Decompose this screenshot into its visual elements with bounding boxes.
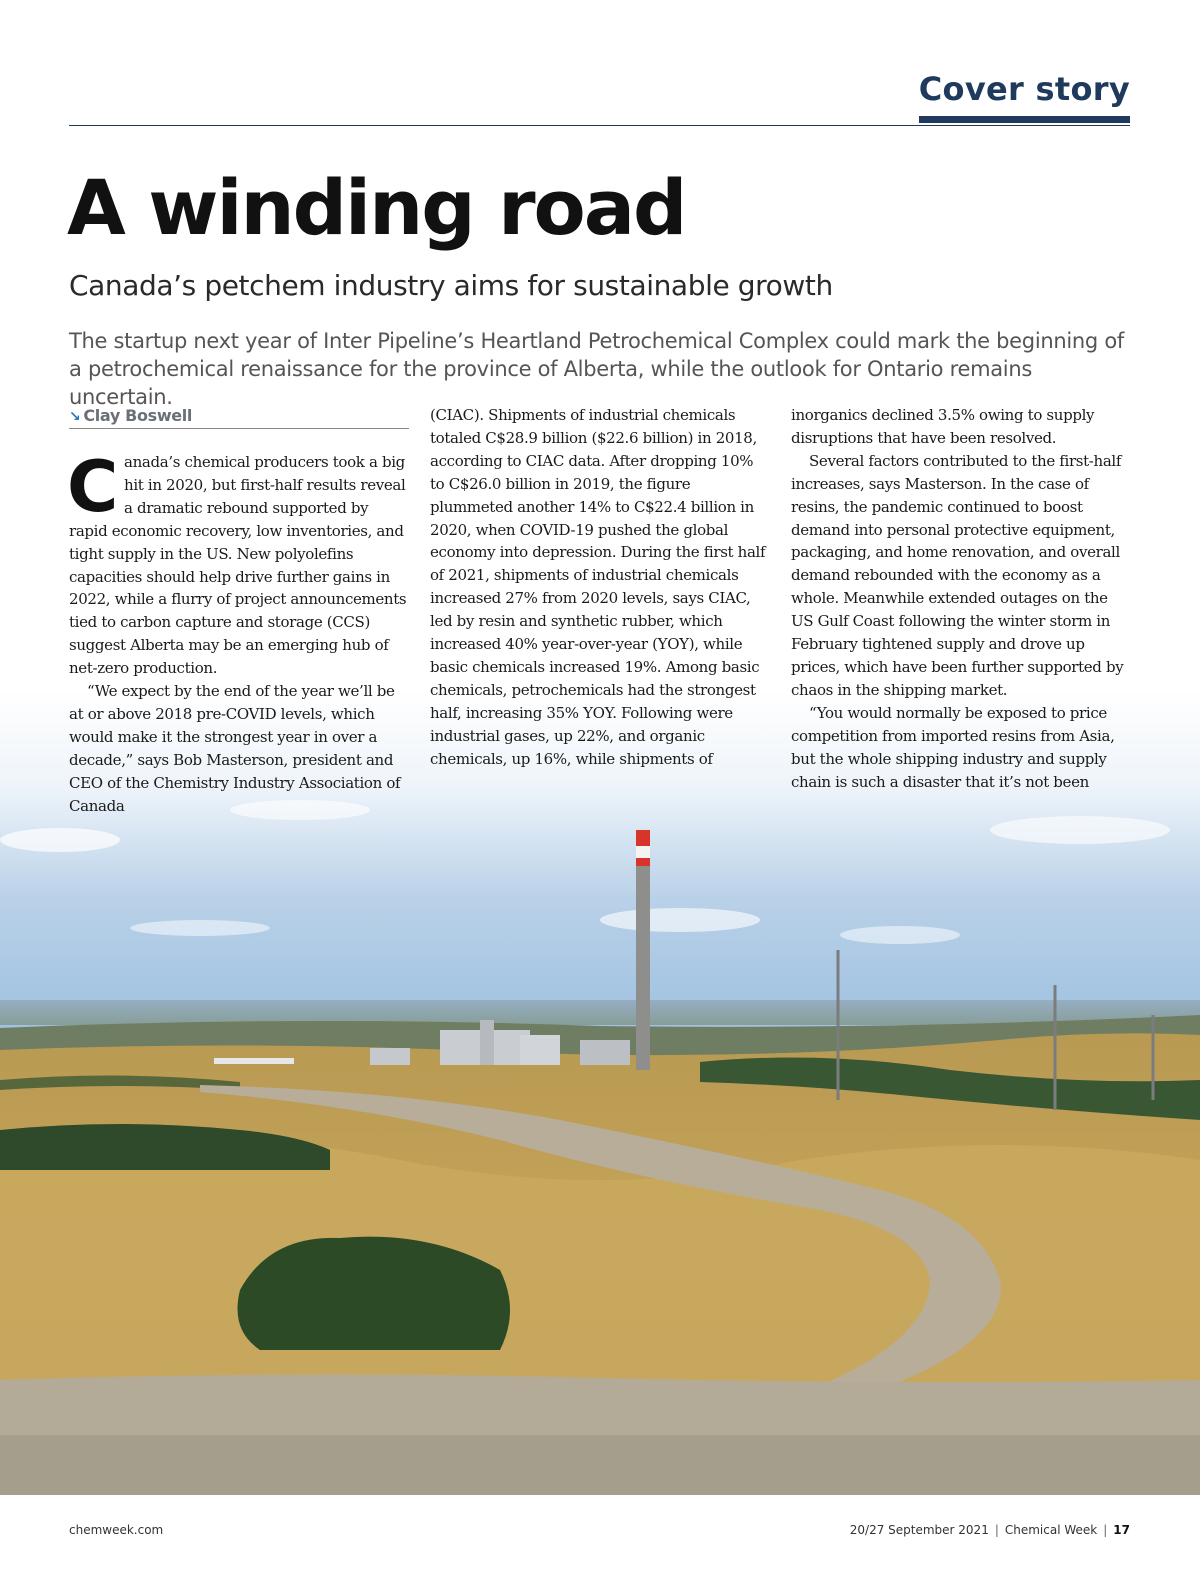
article-column-1 bbox=[69, 404, 409, 818]
body-paragraph: (CIAC). Shipments of industrial chemicals totaled C$28.9 billion ($22.6 billion) in 2018, according to CIAC data. After dropping 10% to C$26.0 billion in 2019, the figure plummeted another 14% to C$22.4 billion in 2020, when COVID-19 pushed the global economy into depression. During the first half of 2021, shipments of industrial chemicals increased 27% from 2020 levels, says CIAC, led by resin and synthetic rubber, which increased 40% year-over-year (YOY), while basic chemicals increased 19%. Among basic chemicals, petrochemicals had the strongest half, increasing 35% YOY. Following were industrial gases, up 22%, and organic chemicals, up 16%, while shipments of bbox=[430, 406, 766, 768]
footer-date: 20/27 September 2021 bbox=[849, 1523, 989, 1537]
drop-cap: C bbox=[67, 446, 119, 528]
body-paragraph: inorganics declined 3.5% owing to supply disruptions that have been resolved. bbox=[791, 406, 1095, 447]
footer-separator: | bbox=[994, 1523, 999, 1537]
body-paragraph: “We expect by the end of the year we’ll be at or above 2018 pre-COVID levels, which would make it the strongest year in over a decade,” says Bob Masterson, president and CEO of the Chemistry Industry Association of Canada bbox=[69, 682, 401, 815]
article-column-2 bbox=[430, 404, 770, 771]
section-label: Cover story bbox=[919, 70, 1130, 123]
footer-publication: Chemical Week bbox=[1004, 1523, 1098, 1537]
standfirst: The startup next year of Inter Pipeline’s Heartland Petrochemical Complex could mark the beginning of a petrochemical renaissance for the province of Alberta, while the outlook for Ontario remains uncertain. bbox=[69, 329, 1124, 409]
page-number: 17 bbox=[1113, 1523, 1130, 1537]
arrow-down-right-icon: ↘ bbox=[69, 409, 81, 425]
body-paragraph: Several factors contributed to the first-half increases, says Masterson. In the case of resins, the pandemic continued to boost demand into personal protective equipment, packaging, and home renovation, and overall demand rebounded with the economy as a whole. Meanwhile extended outages on the US Gulf Coast following the winter storm in February tightened supply and drove up prices, which have been further supported by chaos in the shipping market. bbox=[791, 451, 1124, 699]
footer-issue-info bbox=[850, 1523, 1130, 1537]
footer-separator: | bbox=[1103, 1523, 1108, 1537]
body-text: anada’s chemical producers took a big hit in 2020, but first-half results reveal a dramatic rebound supported by rapid economic recovery, low inventories, and tight supply in the US. New polyolefins capacities should help drive further gains in 2022, while a flurry of project announcements tied to carbon capture and storage (CCS) suggest Alberta may be an emerging hub of net-zero production. bbox=[69, 453, 407, 678]
byline bbox=[69, 404, 409, 429]
subheadline: Canada’s petchem industry aims for sustainable growth bbox=[69, 269, 833, 302]
headline: A winding road bbox=[67, 163, 686, 252]
header-rule bbox=[69, 125, 1130, 126]
byline-author: Clay Boswell bbox=[83, 406, 193, 425]
footer-website: chemweek.com bbox=[69, 1523, 164, 1537]
body-paragraph bbox=[67, 446, 409, 680]
body-paragraph: “You would normally be exposed to price competition from imported resins from Asia, but the whole shipping industry and supply chain is such a disaster that it’s not been bbox=[791, 703, 1115, 791]
article-column-3 bbox=[791, 404, 1131, 793]
